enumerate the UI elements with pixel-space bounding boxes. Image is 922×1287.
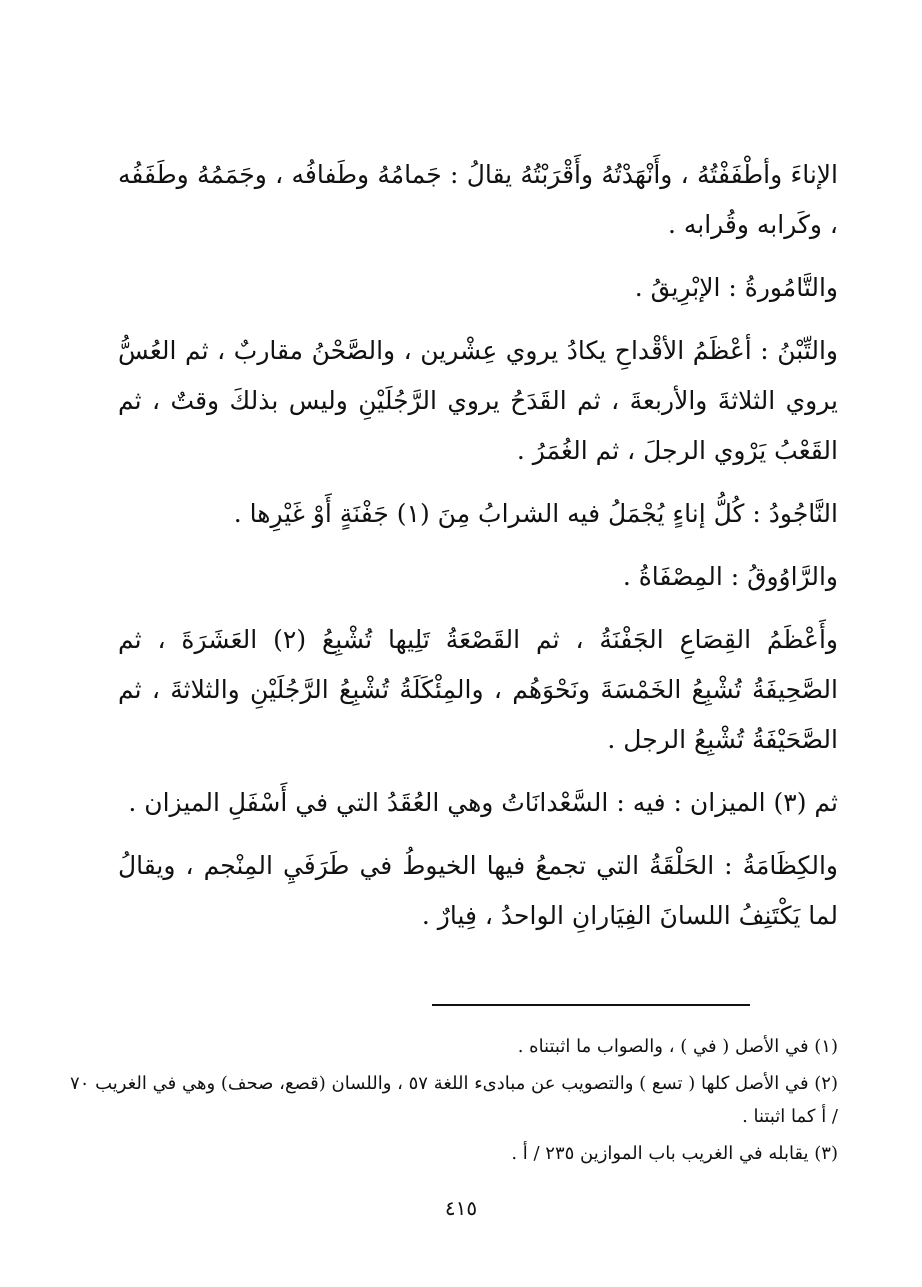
paragraph-najud: النَّاجُودُ : كُلُّ إناءٍ يُجْمَلُ فيه الشرابُ مِنَ (١) جَفْنَةٍ أَوْ غَيْرِها . <box>233 499 838 528</box>
footnote-1: (١) في الأصل ( في ) ، والصواب ما اثبتناه . <box>517 1036 838 1057</box>
main-text <box>118 150 838 954</box>
footnote-divider <box>432 1004 750 1006</box>
paragraph-rawuq: والرَّاوُوقُ : المِصْفَاةُ . <box>622 562 838 591</box>
page-number: ٤١٥ <box>444 1196 478 1220</box>
footnote-3: (٣) يقابله في الغريب باب الموازين ٢٣٥ / أ . <box>511 1143 838 1164</box>
paragraph-kizama: والكِظَامَةُ : الحَلْقَةُ التي تجمعُ فيها الخيوطُ في طَرَفَيِ المِنْجم ، ويقالُ لما يَكْتَنِفُ اللسانَ الفِيَارانِ الواحدُ ، فِيارٌ . <box>118 851 838 930</box>
paragraph-vessel-fill: الإناءَ وأطْفَفْتُهُ ، وأَنْهَدْتُهُ وأَقْرَبْتُهُ يقالُ : جَمامُهُ وطَفافُه ، وجَمَمُهُ وطَفَفُه ، وكَرابه وقُرابه . <box>118 160 838 239</box>
paragraph-bowls: وأَعْظَمُ القِصَاعِ الجَفْنَةُ ، ثم القَصْعَةُ تَلِيها تُشْبِعُ (٢) العَشَرَةَ ، ثم الصَّحِيفَةُ تُشْبِعُ الخَمْسَةَ ونَحْوَهُم ، والمِئْكَلَةُ تُشْبِعُ الرَّجُلَيْنِ والثلاثةَ ، ثم الصَّحَيْفَةُ تُشْبِعُ الرجل . <box>118 625 838 754</box>
footnote-2: (٢) في الأصل كلها ( تسع ) والتصويب عن مبادىء اللغة ٥٧ ، واللسان (قصع، صحف) وهي في الغريب ٧٠ / أ كما اثبتنا . <box>70 1073 838 1127</box>
paragraph-scale: ثم (٣) الميزان : فيه : السَّعْدانَاتُ وهي العُقَدُ التي في أَسْفَلِ الميزان . <box>128 788 838 817</box>
paragraph-cups: والتِّبْنُ : أعْظَمُ الأقْداحِ يكادُ يروي عِشْرين ، والصَّحْنُ مقاربٌ ، ثم العُسُّ يروي الثلاثةَ والأربعةَ ، ثم القَدَحُ يروي الرَّجُلَيْنِ وليس بذلكَ وقتٌ ، ثم القَعْبُ يَرْوي الرجلَ ، ثم الغُمَرُ . <box>118 336 838 465</box>
paragraph-tamura: والتَّامُورةُ : الإبْرِيقُ . <box>634 273 838 302</box>
footnotes <box>70 1030 838 1174</box>
